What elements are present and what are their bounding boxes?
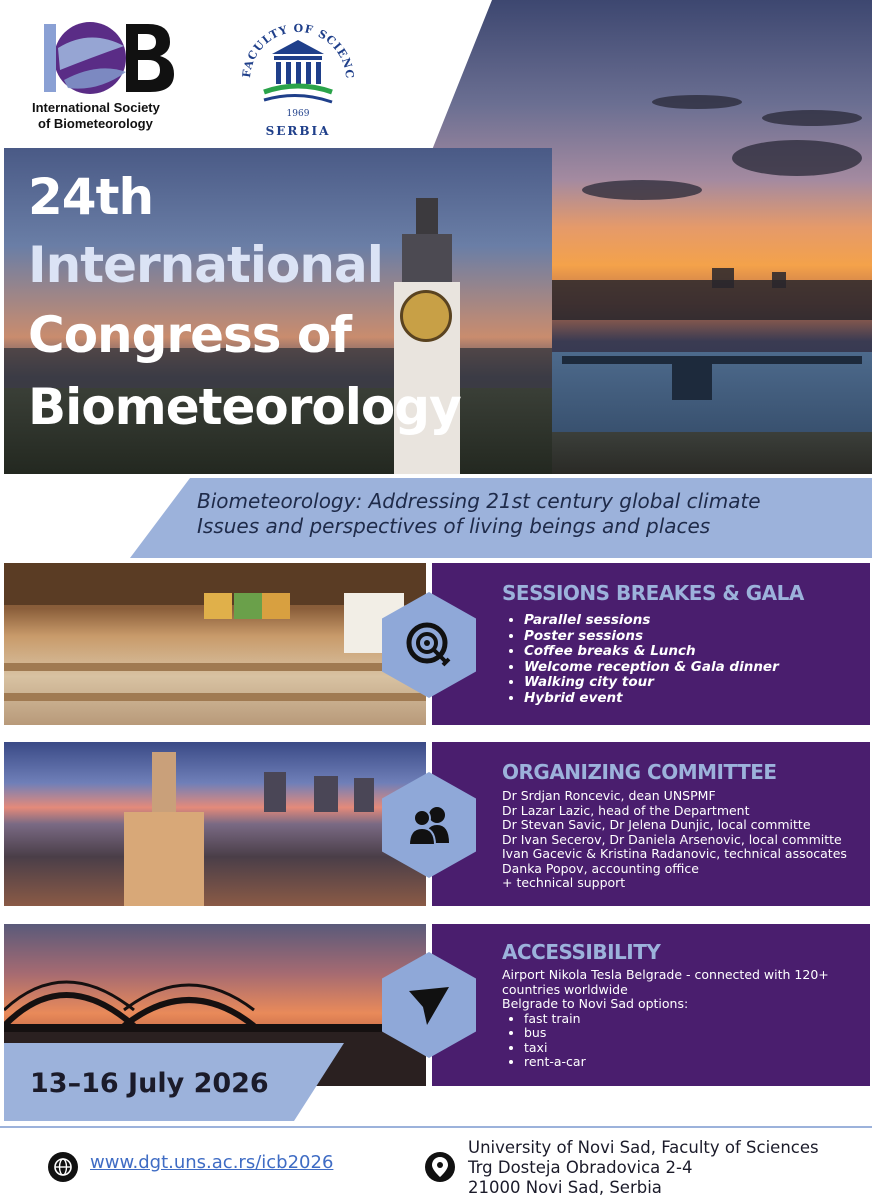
- list-item: • Coffee breaks & Lunch: [524, 644, 856, 660]
- list-item: Ivan Gacevic & Kristina Radanovic, technical assocates: [502, 846, 847, 861]
- list-item: Dr Ivan Secerov, Dr Daniela Arsenovic, local committe: [502, 831, 842, 847]
- title-line-1: 24th: [28, 168, 154, 226]
- seal-arc-text: FACULTY OF SCIENC: [239, 21, 357, 80]
- address-line-2: Trg Dosteja Obradovica 2-4: [468, 1158, 693, 1177]
- committee-title: ORGANIZING COMMITTEE: [502, 760, 777, 784]
- isb-logo: [30, 18, 180, 138]
- sessions-list: [502, 613, 856, 706]
- target-icon: [405, 621, 453, 669]
- lecture-hall-image: [4, 563, 426, 725]
- committee-panel: [432, 742, 870, 906]
- list-item: • Welcome reception & Gala dinner: [524, 660, 856, 676]
- location-pin-icon: [425, 1152, 455, 1182]
- tagline-text: [197, 489, 867, 539]
- website-link[interactable]: www.dgt.uns.ac.rs/icb2026: [90, 1152, 334, 1173]
- people-icon: [405, 803, 453, 847]
- list-item: Dr Lazar Lazic, head of the Department: [502, 802, 750, 818]
- accessibility-body: [502, 968, 856, 1070]
- river-image: [552, 352, 872, 474]
- list-item: • taxi: [524, 1041, 856, 1056]
- city-cathedral-image: [4, 742, 426, 906]
- seal-year: 1969: [286, 109, 310, 119]
- list-item: Dr Srdjan Roncevic, dean UNSPMF: [502, 788, 716, 803]
- seal-country: SERBIA: [265, 124, 331, 138]
- list-item: • Hybrid event: [524, 691, 856, 707]
- list-item: + technical support: [502, 875, 626, 890]
- send-icon: [407, 983, 451, 1027]
- isb-name-line1: International Society: [32, 100, 160, 115]
- list-item: • rent-a-car: [524, 1055, 856, 1070]
- isb-name-line2: of Biometeorology: [38, 116, 153, 131]
- address-line-1: University of Novi Sad, Faculty of Sciences: [468, 1138, 819, 1157]
- title-line-4: Biometeorology: [28, 378, 461, 436]
- accessibility-title: ACCESSIBILITY: [502, 940, 661, 964]
- globe-icon: [48, 1152, 78, 1182]
- options-heading: Belgrade to Novi Sad options:: [502, 996, 689, 1011]
- list-item: • fast train: [524, 1012, 856, 1027]
- isb-logo-graphic: [38, 18, 178, 100]
- faculty-seal: [228, 10, 368, 142]
- list-item: Dr Stevan Savic, Dr Jelena Dunjic, local committe: [502, 817, 811, 832]
- list-item: • Parallel sessions: [524, 613, 856, 629]
- title-line-2: International: [28, 236, 383, 294]
- tagline-line-1: Biometeorology: Addressing 21st century global climate: [197, 489, 761, 513]
- sessions-title: SESSIONS BREAKES & GALA: [502, 581, 804, 605]
- address-block: [468, 1138, 819, 1198]
- tagline-line-2: Issues and perspectives of living beings and places: [197, 514, 711, 538]
- sessions-panel: [432, 563, 870, 725]
- list-item: • Poster sessions: [524, 629, 856, 645]
- faculty-seal-graphic: [228, 10, 368, 142]
- event-dates: 13–16 July 2026: [30, 1068, 269, 1099]
- list-item: • bus: [524, 1026, 856, 1041]
- list-item: Danka Popov, accounting office: [502, 860, 699, 876]
- committee-list: [502, 789, 856, 891]
- airport-text: Airport Nikola Tesla Belgrade - connected with 120+ countries worldwide: [502, 967, 829, 997]
- address-line-3: 21000 Novi Sad, Serbia: [468, 1178, 662, 1197]
- footer-divider: [0, 1126, 872, 1128]
- title-line-3: Congress of: [28, 306, 352, 364]
- list-item: • Walking city tour: [524, 675, 856, 691]
- accessibility-panel: [432, 924, 870, 1086]
